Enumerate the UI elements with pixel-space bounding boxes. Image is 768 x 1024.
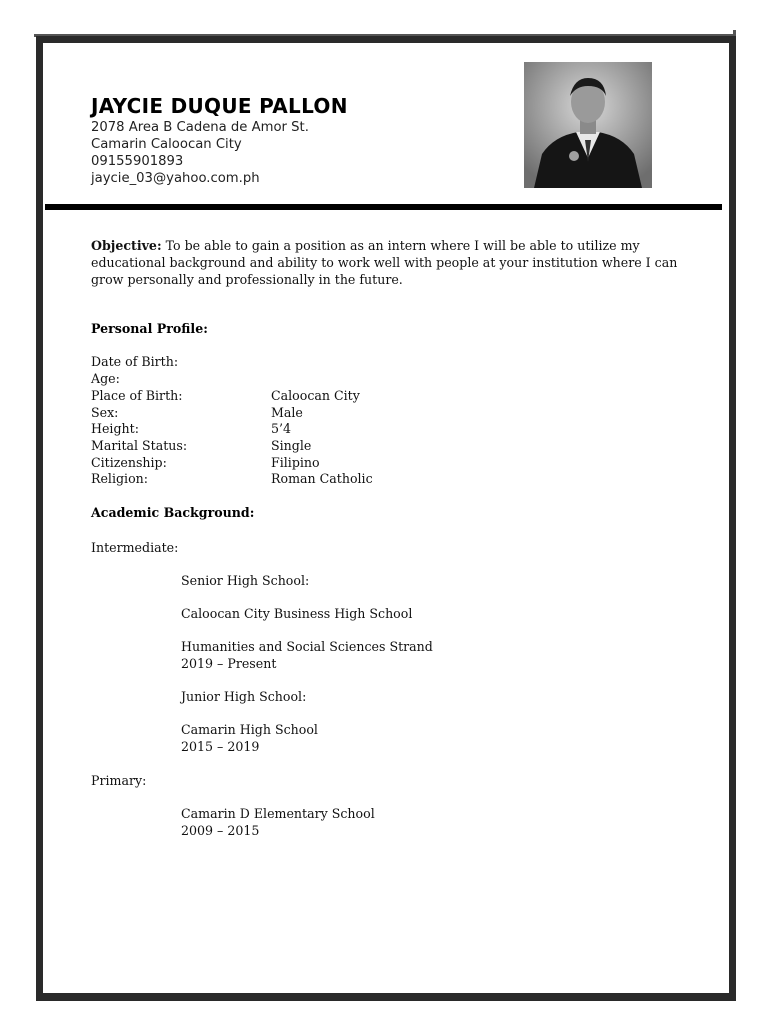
primary-label: Primary:	[91, 773, 147, 788]
address-line-2: Camarin Caloocan City	[91, 137, 242, 152]
profile-row-place-of-birth	[91, 388, 360, 405]
profile-row-height	[91, 421, 291, 438]
email-address: jaycie_03@yahoo.com.ph	[91, 171, 260, 186]
shs-school: Caloocan City Business High School	[181, 606, 413, 621]
profile-label: Religion:	[91, 471, 149, 486]
profile-value: Male	[271, 405, 303, 420]
intermediate-label: Intermediate:	[91, 540, 179, 555]
profile-value: Caloocan City	[271, 388, 360, 403]
profile-value: Filipino	[271, 455, 320, 470]
profile-label: Sex:	[91, 405, 119, 420]
profile-value: Roman Catholic	[271, 471, 373, 486]
profile-row-sex	[91, 405, 303, 422]
profile-row-age	[91, 371, 271, 388]
profile-row-religion	[91, 471, 373, 488]
objective-label: Objective:	[91, 238, 162, 253]
primary-school: Camarin D Elementary School	[181, 806, 375, 821]
objective-paragraph	[91, 237, 691, 288]
applicant-name: JAYCIE DUQUE PALLON	[91, 94, 348, 118]
jhs-school: Camarin High School	[181, 722, 318, 737]
header-divider	[45, 204, 722, 210]
profile-label: Marital Status:	[91, 438, 188, 453]
profile-label: Date of Birth:	[91, 354, 179, 369]
profile-label: Citizenship:	[91, 455, 167, 470]
profile-value: Single	[271, 438, 312, 453]
objective-text: To be able to gain a position as an intern where I will be able to utilize my educational background and ability to work well with people at your institution where I can grow personally and professionally in the future.	[91, 238, 678, 287]
profile-row-marital-status	[91, 438, 311, 455]
profile-label: Height:	[91, 421, 139, 436]
profile-label: Age:	[91, 371, 120, 386]
profile-value: 5’4	[271, 421, 292, 436]
profile-row-citizenship	[91, 455, 320, 472]
primary-years: 2009 – 2015	[181, 823, 260, 838]
profile-label: Place of Birth:	[91, 388, 183, 403]
shs-label: Senior High School:	[181, 573, 310, 588]
jhs-label: Junior High School:	[181, 689, 307, 704]
shs-strand: Humanities and Social Sciences Strand	[181, 639, 433, 654]
address-line-1: 2078 Area B Cadena de Amor St.	[91, 120, 309, 135]
academic-background-heading: Academic Background:	[91, 505, 255, 520]
phone-number: 09155901893	[91, 154, 184, 169]
shs-years: 2019 – Present	[181, 656, 277, 671]
profile-row-date-of-birth	[91, 354, 271, 371]
applicant-photo	[524, 62, 652, 188]
jhs-years: 2015 – 2019	[181, 739, 260, 754]
contact-block	[91, 119, 309, 187]
personal-profile-heading: Personal Profile:	[91, 321, 208, 336]
